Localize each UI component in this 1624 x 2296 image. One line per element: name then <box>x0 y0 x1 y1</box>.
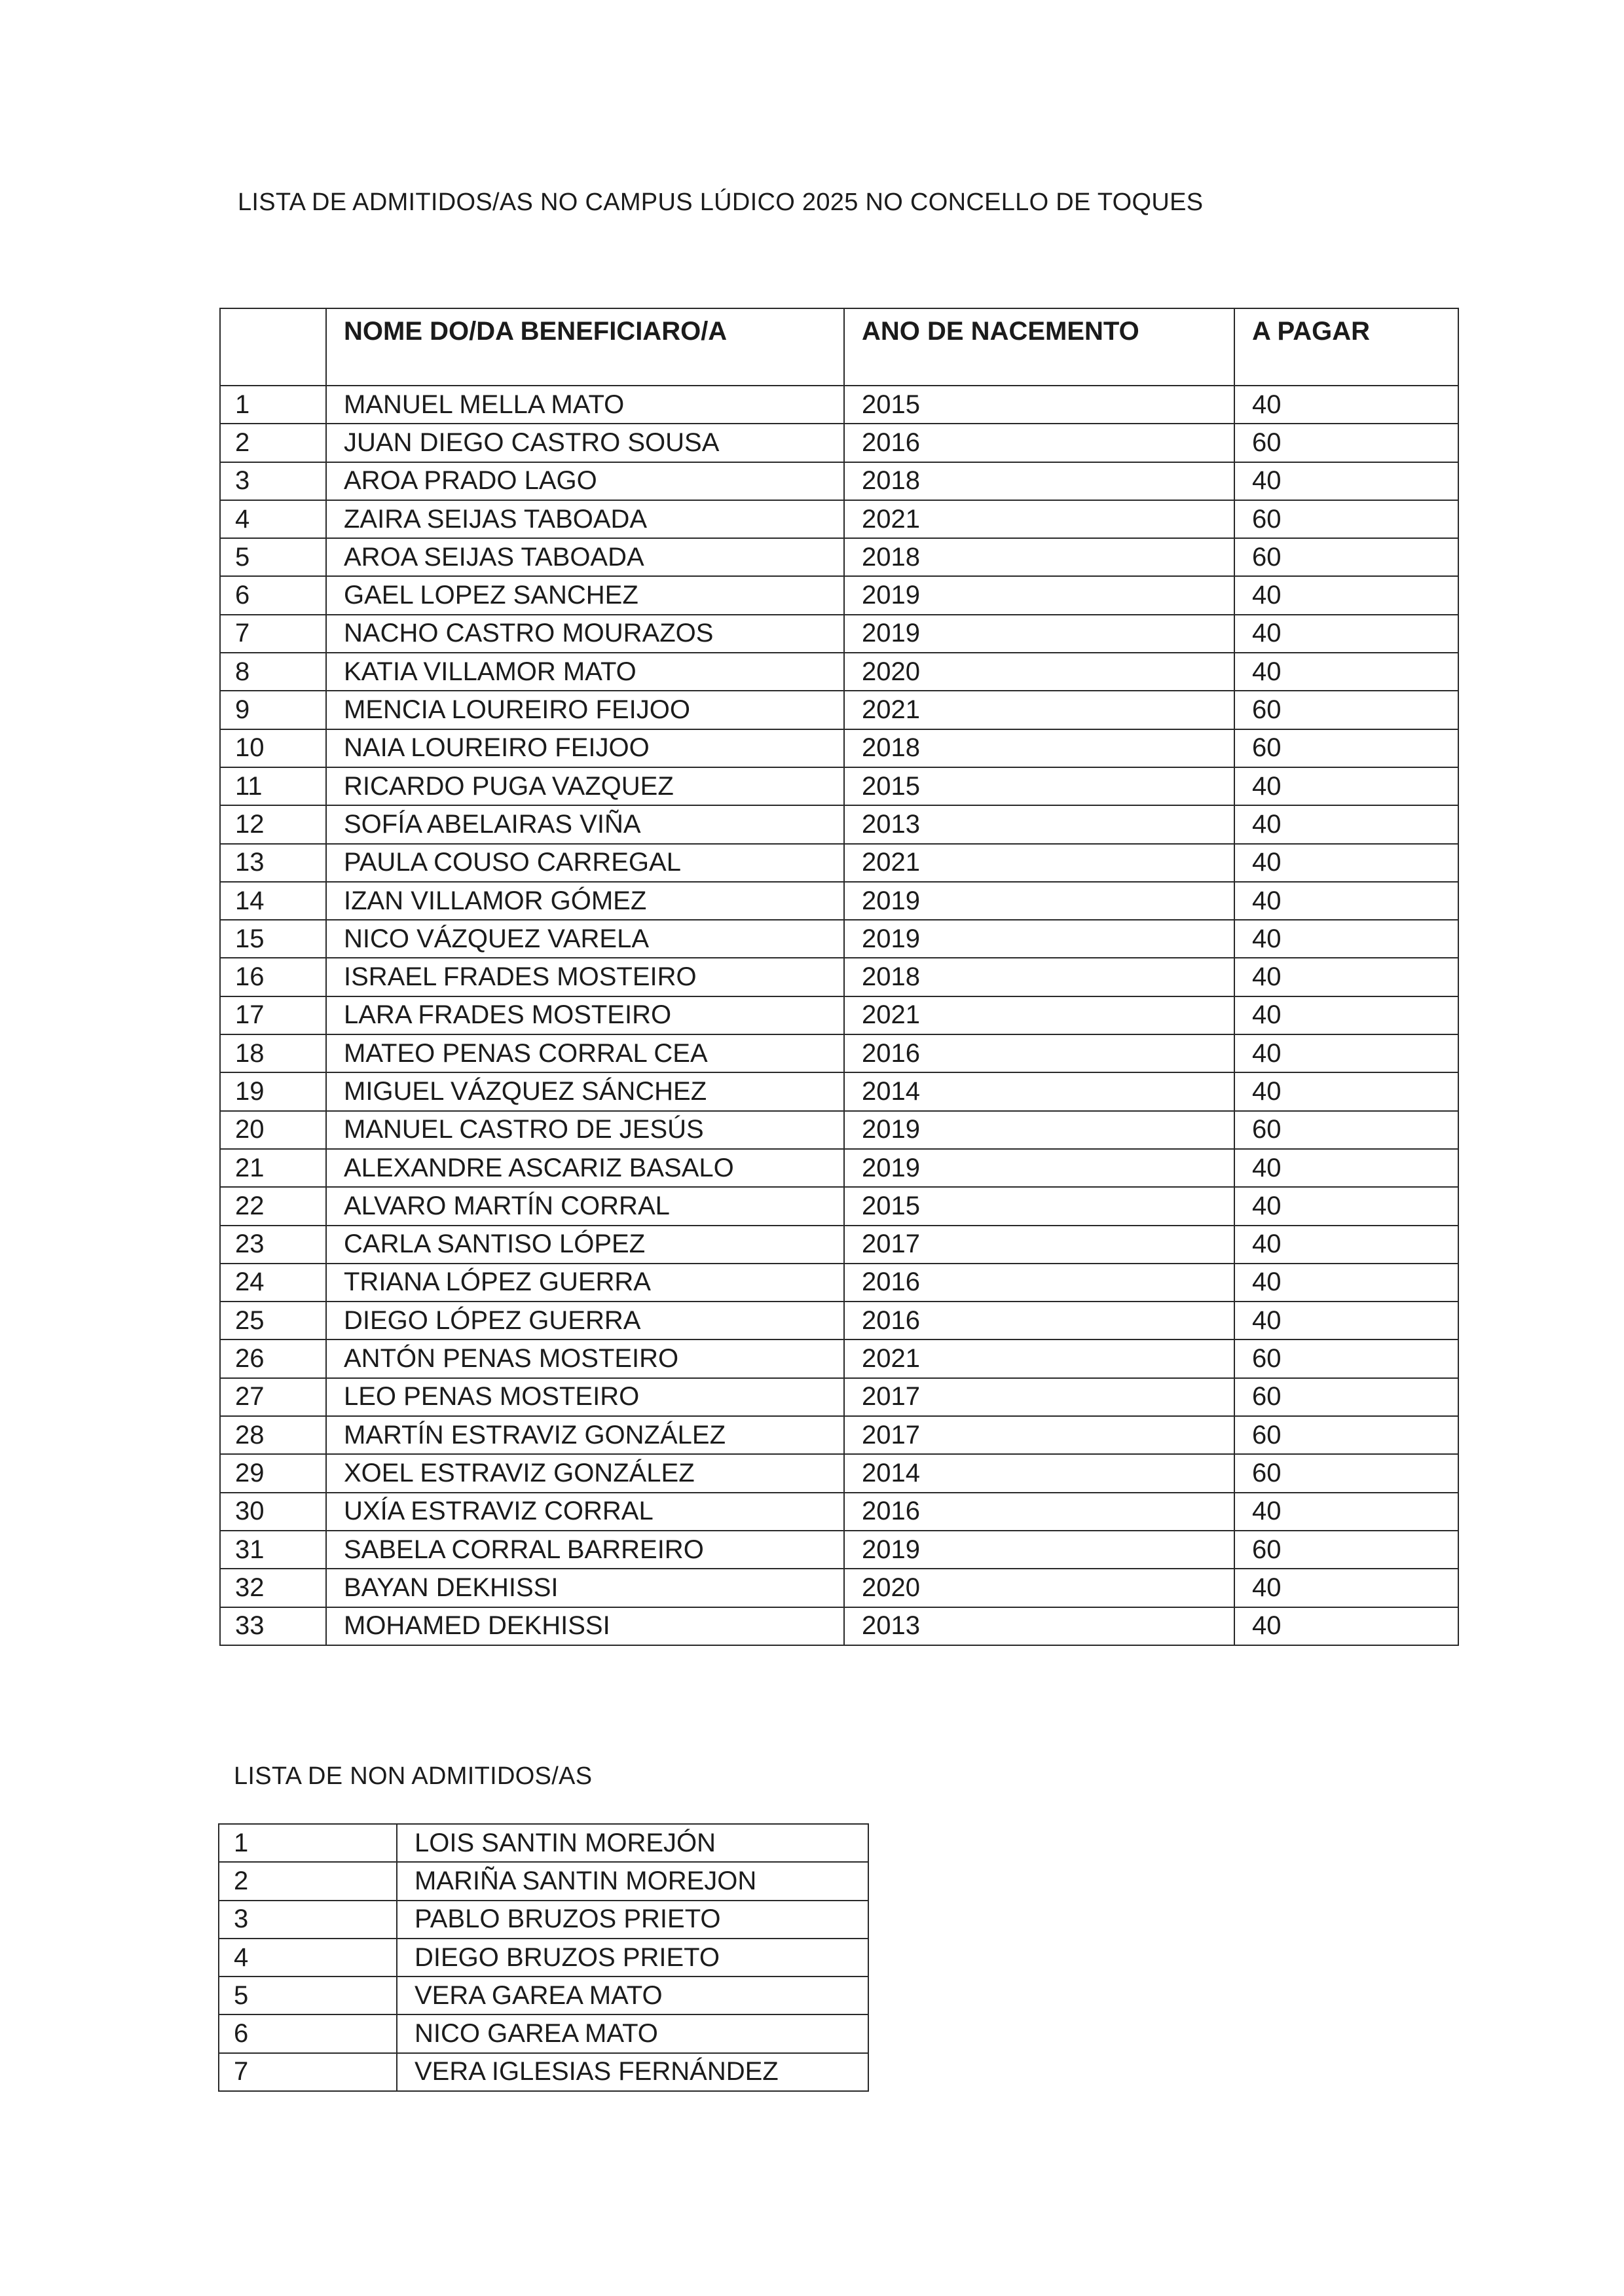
row-index: 14 <box>220 882 326 920</box>
amount: 60 <box>1234 1416 1458 1454</box>
table-row <box>219 1901 868 1939</box>
beneficiary-name: LARA FRADES MOSTEIRO <box>326 996 844 1034</box>
table-row <box>220 729 1458 767</box>
table-row <box>220 615 1458 653</box>
birth-year: 2018 <box>844 462 1234 500</box>
amount: 40 <box>1234 386 1458 424</box>
birth-year: 2013 <box>844 805 1234 843</box>
beneficiary-name: UXÍA ESTRAVIZ CORRAL <box>326 1493 844 1531</box>
amount: 40 <box>1234 576 1458 614</box>
table-row <box>220 1569 1458 1607</box>
birth-year: 2019 <box>844 1111 1234 1149</box>
row-index: 33 <box>220 1607 326 1645</box>
table-row <box>220 1264 1458 1302</box>
row-index: 3 <box>219 1901 397 1939</box>
amount: 60 <box>1234 1378 1458 1416</box>
amount: 60 <box>1234 729 1458 767</box>
table-row <box>220 920 1458 958</box>
beneficiary-name: AROA SEIJAS TABOADA <box>326 538 844 576</box>
row-index: 10 <box>220 729 326 767</box>
birth-year: 2016 <box>844 1302 1234 1339</box>
birth-year: 2019 <box>844 920 1234 958</box>
row-index: 11 <box>220 767 326 805</box>
table-row <box>220 1531 1458 1569</box>
amount: 60 <box>1234 424 1458 462</box>
rejected-name: DIEGO BRUZOS PRIETO <box>397 1939 868 1977</box>
amount: 60 <box>1234 1454 1458 1492</box>
table-row <box>220 1607 1458 1645</box>
amount: 40 <box>1234 1072 1458 1110</box>
row-index: 5 <box>220 538 326 576</box>
table-row <box>220 1454 1458 1492</box>
row-index: 18 <box>220 1034 326 1072</box>
beneficiary-name: DIEGO LÓPEZ GUERRA <box>326 1302 844 1339</box>
row-index: 15 <box>220 920 326 958</box>
rejected-name: VERA GAREA MATO <box>397 1977 868 2014</box>
admitted-table <box>219 308 1459 1646</box>
table-row <box>220 538 1458 576</box>
rejected-name: NICO GAREA MATO <box>397 2014 868 2052</box>
row-index: 16 <box>220 958 326 996</box>
table-row <box>220 424 1458 462</box>
birth-year: 2017 <box>844 1416 1234 1454</box>
table-row <box>220 882 1458 920</box>
row-index: 27 <box>220 1378 326 1416</box>
row-index: 23 <box>220 1226 326 1264</box>
table-row <box>219 1939 868 1977</box>
beneficiary-name: IZAN VILLAMOR GÓMEZ <box>326 882 844 920</box>
row-index: 2 <box>219 1862 397 1900</box>
amount: 60 <box>1234 500 1458 538</box>
amount: 40 <box>1234 1187 1458 1225</box>
table-row <box>220 805 1458 843</box>
beneficiary-name: ALVARO MARTÍN CORRAL <box>326 1187 844 1225</box>
birth-year: 2020 <box>844 1569 1234 1607</box>
header-birth-year: ANO DE NACEMENTO <box>844 308 1234 386</box>
table-row <box>220 958 1458 996</box>
birth-year: 2018 <box>844 729 1234 767</box>
row-index: 5 <box>219 1977 397 2014</box>
table-row <box>220 1034 1458 1072</box>
row-index: 4 <box>219 1939 397 1977</box>
birth-year: 2021 <box>844 691 1234 729</box>
birth-year: 2015 <box>844 767 1234 805</box>
beneficiary-name: ISRAEL FRADES MOSTEIRO <box>326 958 844 996</box>
birth-year: 2015 <box>844 386 1234 424</box>
beneficiary-name: MANUEL CASTRO DE JESÚS <box>326 1111 844 1149</box>
amount: 60 <box>1234 1339 1458 1377</box>
amount: 40 <box>1234 1302 1458 1339</box>
birth-year: 2016 <box>844 424 1234 462</box>
amount: 40 <box>1234 1493 1458 1531</box>
amount: 40 <box>1234 1569 1458 1607</box>
rejected-name: PABLO BRUZOS PRIETO <box>397 1901 868 1939</box>
header-index <box>220 308 326 386</box>
birth-year: 2014 <box>844 1072 1234 1110</box>
row-index: 1 <box>220 386 326 424</box>
table-row <box>220 996 1458 1034</box>
row-index: 6 <box>219 2014 397 2052</box>
amount: 40 <box>1234 767 1458 805</box>
row-index: 9 <box>220 691 326 729</box>
birth-year: 2018 <box>844 538 1234 576</box>
birth-year: 2015 <box>844 1187 1234 1225</box>
amount: 40 <box>1234 653 1458 691</box>
birth-year: 2018 <box>844 958 1234 996</box>
row-index: 2 <box>220 424 326 462</box>
table-row <box>219 2014 868 2052</box>
beneficiary-name: NACHO CASTRO MOURAZOS <box>326 615 844 653</box>
row-index: 1 <box>219 1824 397 1862</box>
birth-year: 2013 <box>844 1607 1234 1645</box>
row-index: 19 <box>220 1072 326 1110</box>
beneficiary-name: AROA PRADO LAGO <box>326 462 844 500</box>
beneficiary-name: ANTÓN PENAS MOSTEIRO <box>326 1339 844 1377</box>
birth-year: 2019 <box>844 1149 1234 1187</box>
table-row <box>220 1072 1458 1110</box>
table-row <box>219 1977 868 2014</box>
row-index: 30 <box>220 1493 326 1531</box>
table-row <box>220 844 1458 882</box>
beneficiary-name: BAYAN DEKHISSI <box>326 1569 844 1607</box>
beneficiary-name: TRIANA LÓPEZ GUERRA <box>326 1264 844 1302</box>
beneficiary-name: ZAIRA SEIJAS TABOADA <box>326 500 844 538</box>
table-row <box>220 767 1458 805</box>
rejected-name: LOIS SANTIN MOREJÓN <box>397 1824 868 1862</box>
rejected-title: LISTA DE NON ADMITIDOS/AS <box>234 1762 593 1790</box>
table-row <box>220 1493 1458 1531</box>
amount: 40 <box>1234 1264 1458 1302</box>
beneficiary-name: NAIA LOUREIRO FEIJOO <box>326 729 844 767</box>
table-row <box>220 500 1458 538</box>
amount: 40 <box>1234 615 1458 653</box>
birth-year: 2017 <box>844 1378 1234 1416</box>
birth-year: 2021 <box>844 996 1234 1034</box>
amount: 40 <box>1234 996 1458 1034</box>
row-index: 12 <box>220 805 326 843</box>
birth-year: 2021 <box>844 844 1234 882</box>
beneficiary-name: CARLA SANTISO LÓPEZ <box>326 1226 844 1264</box>
amount: 40 <box>1234 920 1458 958</box>
page-title: LISTA DE ADMITIDOS/AS NO CAMPUS LÚDICO 2025 NO CONCELLO DE TOQUES <box>238 189 1204 216</box>
beneficiary-name: MENCIA LOUREIRO FEIJOO <box>326 691 844 729</box>
row-index: 3 <box>220 462 326 500</box>
rejected-name: VERA IGLESIAS FERNÁNDEZ <box>397 2053 868 2091</box>
beneficiary-name: SABELA CORRAL BARREIRO <box>326 1531 844 1569</box>
beneficiary-name: MARTÍN ESTRAVIZ GONZÁLEZ <box>326 1416 844 1454</box>
beneficiary-name: MIGUEL VÁZQUEZ SÁNCHEZ <box>326 1072 844 1110</box>
birth-year: 2017 <box>844 1226 1234 1264</box>
beneficiary-name: LEO PENAS MOSTEIRO <box>326 1378 844 1416</box>
table-row <box>219 2053 868 2091</box>
beneficiary-name: KATIA VILLAMOR MATO <box>326 653 844 691</box>
table-row <box>219 1862 868 1900</box>
row-index: 32 <box>220 1569 326 1607</box>
birth-year: 2019 <box>844 615 1234 653</box>
birth-year: 2016 <box>844 1264 1234 1302</box>
amount: 40 <box>1234 805 1458 843</box>
rejected-table-body <box>219 1824 868 2091</box>
table-row <box>220 576 1458 614</box>
birth-year: 2016 <box>844 1493 1234 1531</box>
row-index: 17 <box>220 996 326 1034</box>
amount: 60 <box>1234 1111 1458 1149</box>
table-row <box>220 1111 1458 1149</box>
beneficiary-name: ALEXANDRE ASCARIZ BASALO <box>326 1149 844 1187</box>
beneficiary-name: MATEO PENAS CORRAL CEA <box>326 1034 844 1072</box>
table-row <box>220 386 1458 424</box>
beneficiary-name: MOHAMED DEKHISSI <box>326 1607 844 1645</box>
amount: 40 <box>1234 1607 1458 1645</box>
birth-year: 2016 <box>844 1034 1234 1072</box>
row-index: 13 <box>220 844 326 882</box>
table-row <box>220 1416 1458 1454</box>
header-name: NOME DO/DA BENEFICIARO/A <box>326 308 844 386</box>
beneficiary-name: JUAN DIEGO CASTRO SOUSA <box>326 424 844 462</box>
row-index: 4 <box>220 500 326 538</box>
row-index: 6 <box>220 576 326 614</box>
row-index: 29 <box>220 1454 326 1492</box>
rejected-name: MARIÑA SANTIN MOREJON <box>397 1862 868 1900</box>
birth-year: 2021 <box>844 500 1234 538</box>
amount: 40 <box>1234 1034 1458 1072</box>
table-row <box>220 691 1458 729</box>
beneficiary-name: GAEL LOPEZ SANCHEZ <box>326 576 844 614</box>
rejected-table <box>218 1823 869 2092</box>
beneficiary-name: RICARDO PUGA VAZQUEZ <box>326 767 844 805</box>
birth-year: 2019 <box>844 882 1234 920</box>
admitted-table-body <box>220 386 1458 1645</box>
birth-year: 2020 <box>844 653 1234 691</box>
amount: 40 <box>1234 462 1458 500</box>
row-index: 25 <box>220 1302 326 1339</box>
birth-year: 2021 <box>844 1339 1234 1377</box>
birth-year: 2019 <box>844 576 1234 614</box>
amount: 40 <box>1234 844 1458 882</box>
beneficiary-name: PAULA COUSO CARREGAL <box>326 844 844 882</box>
table-row <box>220 1226 1458 1264</box>
amount: 40 <box>1234 958 1458 996</box>
table-row <box>220 1187 1458 1225</box>
amount: 40 <box>1234 882 1458 920</box>
row-index: 8 <box>220 653 326 691</box>
table-row <box>220 1302 1458 1339</box>
beneficiary-name: NICO VÁZQUEZ VARELA <box>326 920 844 958</box>
row-index: 24 <box>220 1264 326 1302</box>
table-row <box>219 1824 868 1862</box>
birth-year: 2014 <box>844 1454 1234 1492</box>
admitted-header-row <box>220 308 1458 386</box>
row-index: 7 <box>219 2053 397 2091</box>
table-row <box>220 653 1458 691</box>
table-row <box>220 1339 1458 1377</box>
beneficiary-name: MANUEL MELLA MATO <box>326 386 844 424</box>
row-index: 26 <box>220 1339 326 1377</box>
row-index: 21 <box>220 1149 326 1187</box>
amount: 60 <box>1234 538 1458 576</box>
table-row <box>220 1378 1458 1416</box>
beneficiary-name: SOFÍA ABELAIRAS VIÑA <box>326 805 844 843</box>
amount: 60 <box>1234 691 1458 729</box>
beneficiary-name: XOEL ESTRAVIZ GONZÁLEZ <box>326 1454 844 1492</box>
row-index: 22 <box>220 1187 326 1225</box>
header-amount: A PAGAR <box>1234 308 1458 386</box>
row-index: 7 <box>220 615 326 653</box>
table-row <box>220 1149 1458 1187</box>
row-index: 20 <box>220 1111 326 1149</box>
birth-year: 2019 <box>844 1531 1234 1569</box>
table-row <box>220 462 1458 500</box>
row-index: 31 <box>220 1531 326 1569</box>
row-index: 28 <box>220 1416 326 1454</box>
amount: 40 <box>1234 1226 1458 1264</box>
amount: 60 <box>1234 1531 1458 1569</box>
amount: 40 <box>1234 1149 1458 1187</box>
